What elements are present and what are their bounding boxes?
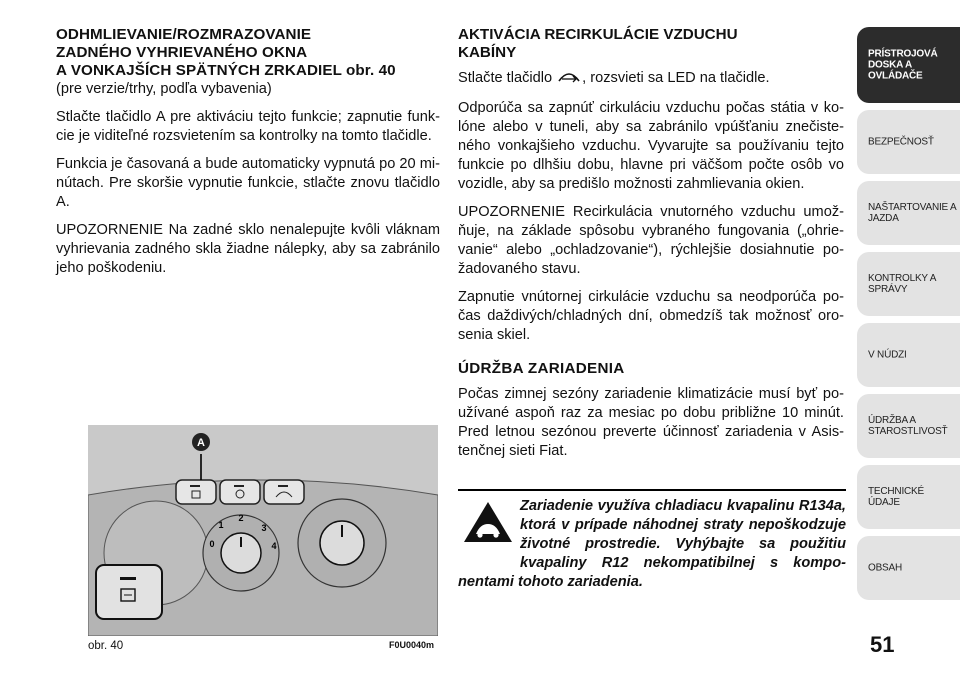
paragraph-notice: UPOZORNENIE Recirkulácia vnutorného vzduchu umožňuje, na základe spôsobu vybraného fungovania („ohrievanie“ alebo „ochladzovanie“), rýchlejšie dosiahnutie požadovaného stavu. bbox=[458, 204, 844, 277]
paragraph: Počas zimnej sezóny zariadenie klimatizácie musí byť používané aspoň raz za mesiac po dobu približne 10 minút. Pred letnou sezónou preverte účinnosť zariadenia v Asistenčnej sieti Fiat. bbox=[458, 386, 844, 459]
page-number: 51 bbox=[870, 632, 895, 657]
callout-a: A bbox=[197, 437, 205, 449]
section-heading-maintenance: ÚDRŽBA ZARIADENIA bbox=[458, 360, 625, 377]
paragraph-notice: UPOZORNENIE Na zadné sklo nenalepujte kvôli vláknam vyhrievania zadného skla žiadne nálepky, aby sa zabránilo jeho poškodeniu. bbox=[56, 222, 440, 276]
section-heading-recirculation: AKTIVÁCIA RECIRKULÁCIE VZDUCHU KABÍNY bbox=[458, 26, 738, 61]
tab-udrzba[interactable]: ÚDRŽBA A STAROSTLIVOSŤ bbox=[857, 394, 960, 458]
tab-technicke-udaje[interactable]: TECHNICKÉ ÚDAJE bbox=[857, 465, 960, 529]
rear-defrost-button[interactable] bbox=[176, 480, 216, 504]
middle-column bbox=[458, 26, 844, 470]
paragraph: Stlačte tlačidlo A pre aktiváciu tejto funkcie; zapnutie funkcie je viditeľné rozsvietením sa kontrolky na tomto tlačidle. bbox=[56, 109, 440, 144]
figure-code: F0U0040m bbox=[388, 640, 434, 650]
figure-climate-panel bbox=[88, 425, 438, 636]
ac-button[interactable] bbox=[220, 480, 260, 504]
dial-number: 4 bbox=[271, 541, 277, 551]
warning-text: Zariadenie využíva chladiacu kvapalinu R134a, ktorá v prípade náhodnej straty nepoškodzuje životné prostredie. Vyhýbajte sa použitiu kvapaliny R12 nekompatibilnej s komponentami tohoto zariadenia. bbox=[458, 498, 846, 590]
tab-bezpecnost[interactable]: BEZPEČNOSŤ bbox=[857, 110, 960, 174]
dial-number: 2 bbox=[238, 513, 244, 523]
paragraph: Stlačte tlačidlo , rozsvieti sa LED na tlačidle. bbox=[458, 69, 844, 90]
rear-defrost-button-zoom[interactable] bbox=[96, 565, 162, 619]
tab-pristrojova-doska[interactable]: PRÍSTROJOVÁ DOSKA A OVLÁDAČE bbox=[857, 27, 960, 103]
paragraph: Funkcia je časovaná a bude automaticky vypnutá po 20 minútach. Pre skoršie vypnutie funkcie, stlačte znovu tlačidlo A. bbox=[56, 156, 440, 210]
chapter-tabs bbox=[857, 27, 960, 607]
warning-rule bbox=[458, 489, 846, 491]
tab-v-nudzi[interactable]: V NÚDZI bbox=[857, 323, 960, 387]
dial-number: 1 bbox=[218, 520, 224, 530]
paragraph: Zapnutie vnútornej cirkulácie vzduchu sa neodporúča počas daždivých/chladných dní, obmedzíš tak možnosť orosenia skiel. bbox=[458, 289, 844, 343]
tab-nastartovanie[interactable]: NAŠTARTOVANIE A JAZDA bbox=[857, 181, 960, 245]
paragraph: Odporúča sa zapnúť cirkuláciu vzduchu počas státia v kolóne alebo v tuneli, aby sa zabránilo vpúšťaniu znečisteného vonkajšieho vzduchu. Vyvarujte sa používaniu tejto funkcie po dlhšiu dobu, hlavne pri väčšom počte osôb vo vozidle, aby sa predišlo možnosti zahmlievania okien. bbox=[458, 100, 844, 192]
figure-caption: obr. 40 F0U0040m bbox=[88, 640, 434, 652]
tab-kontrolky[interactable]: KONTROLKY A SPRÁVY bbox=[857, 252, 960, 316]
tab-obsah[interactable]: OBSAH bbox=[857, 536, 960, 600]
climate-panel-illustration bbox=[88, 425, 438, 636]
section-heading-defrost: ODHMLIEVANIE/ROZMRAZOVANIE ZADNÉHO VYHRIEVANÉHO OKNA A VONKAJŠÍCH SPÄTNÝCH ZRKADIEL obr. 40 bbox=[56, 26, 396, 79]
left-column bbox=[56, 26, 440, 287]
dial-number: 0 bbox=[209, 539, 215, 549]
recirculation-icon bbox=[556, 70, 582, 90]
variant-note: (pre verzie/trhy, podľa vybavenia) bbox=[56, 81, 272, 97]
dial-number: 3 bbox=[261, 523, 267, 533]
